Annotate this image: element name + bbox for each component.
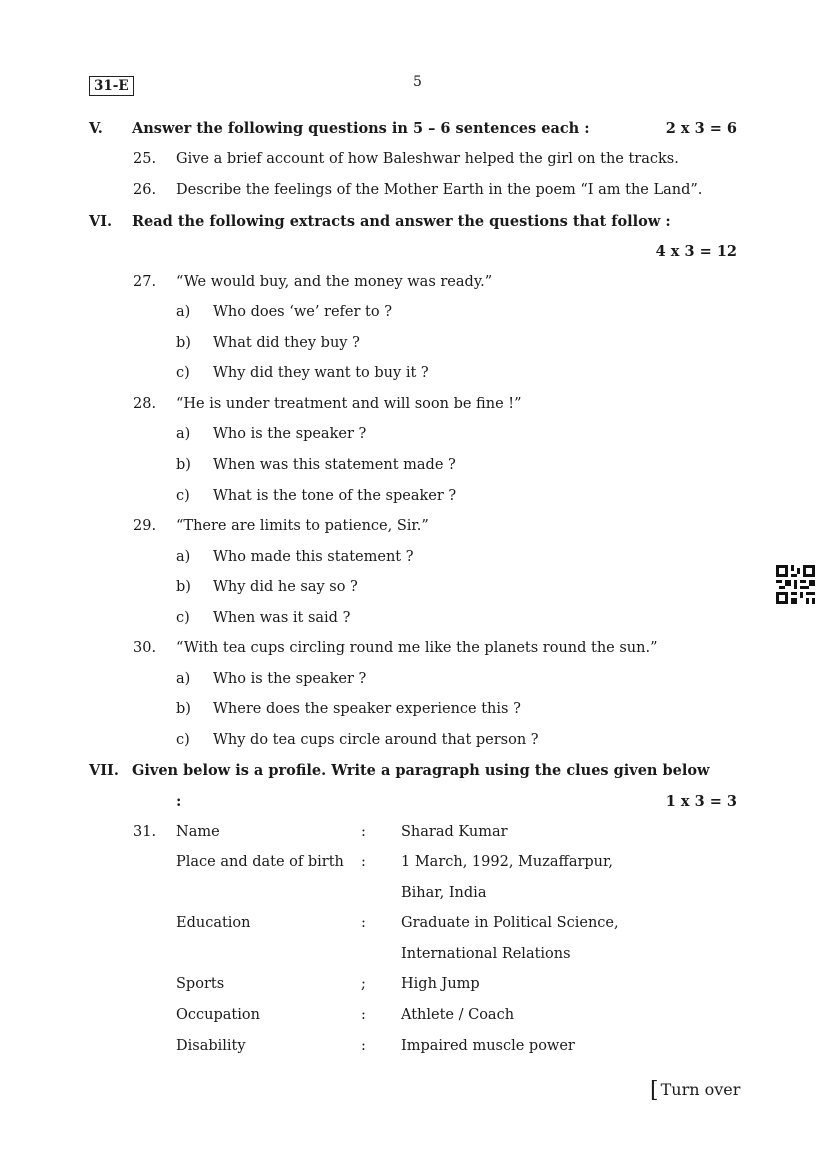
section-vi-heading: Read the following extracts and answer the questions that follow :	[132, 213, 671, 230]
profile-label: Occupation	[176, 1007, 260, 1023]
sub-question-text: Why did he say so ?	[213, 579, 358, 595]
section-v-marks: 2 x 3 = 6	[665, 120, 737, 137]
extract-quote: “There are limits to patience, Sir.”	[176, 518, 429, 534]
sub-question-text: Where does the speaker experience this ?	[213, 701, 521, 717]
sub-question-letter: c)	[176, 732, 190, 748]
question-number: 25.	[133, 151, 157, 167]
sub-question-text: When was this statement made ?	[213, 457, 456, 473]
paper-code: 31-E	[89, 76, 134, 96]
profile-label: Place and date of birth	[176, 854, 344, 870]
sub-question-letter: c)	[176, 610, 190, 626]
section-v-number: V.	[89, 120, 103, 137]
question-number: 27.	[133, 274, 157, 290]
sub-question-text: When was it said ?	[213, 610, 351, 626]
question-number: 28.	[133, 396, 157, 412]
extract-quote: “With tea cups circling round me like the planets round the sun.”	[176, 640, 658, 656]
section-vii-heading-colon: :	[176, 793, 182, 810]
profile-separator: :	[361, 915, 366, 931]
qr-code-icon	[776, 565, 815, 604]
section-vii-number: VII.	[89, 762, 119, 779]
turn-over-bracket: [	[650, 1078, 659, 1103]
question-text: Give a brief account of how Baleshwar helped the girl on the tracks.	[176, 151, 679, 167]
profile-separator: :	[361, 854, 366, 870]
profile-value: International Relations	[401, 946, 571, 962]
extract-quote: “We would buy, and the money was ready.”	[176, 274, 493, 290]
profile-separator: :	[361, 1038, 366, 1054]
sub-question-text: Why do tea cups circle around that person ?	[213, 732, 539, 748]
sub-question-letter: b)	[176, 579, 191, 595]
question-number: 31.	[133, 824, 157, 840]
turn-over-text: Turn over	[660, 1080, 741, 1099]
profile-value: 1 March, 1992, Muzaffarpur,	[401, 854, 613, 870]
profile-separator: :	[361, 824, 366, 840]
sub-question-letter: b)	[176, 335, 191, 351]
question-number: 30.	[133, 640, 157, 656]
section-v-heading: Answer the following questions in 5 – 6 sentences each :	[132, 120, 590, 137]
turn-over-note	[650, 1078, 740, 1103]
profile-value: Graduate in Political Science,	[401, 915, 619, 931]
profile-value: High Jump	[401, 976, 480, 992]
profile-value: Sharad Kumar	[401, 824, 508, 840]
section-vi-number: VI.	[89, 213, 113, 230]
sub-question-letter: a)	[176, 426, 191, 442]
sub-question-text: Who made this statement ?	[213, 549, 414, 565]
sub-question-letter: a)	[176, 304, 191, 320]
section-vi-marks: 4 x 3 = 12	[655, 243, 737, 260]
question-text: Describe the feelings of the Mother Earth in the poem “I am the Land”.	[176, 182, 703, 198]
sub-question-letter: b)	[176, 457, 191, 473]
section-vii-marks: 1 x 3 = 3	[665, 793, 737, 810]
sub-question-letter: b)	[176, 701, 191, 717]
sub-question-text: Who is the speaker ?	[213, 426, 367, 442]
profile-value: Athlete / Coach	[401, 1007, 515, 1023]
profile-label: Education	[176, 915, 251, 931]
sub-question-text: What is the tone of the speaker ?	[213, 488, 457, 504]
section-vii-heading: Given below is a profile. Write a paragraph using the clues given below	[132, 762, 710, 779]
sub-question-letter: c)	[176, 365, 190, 381]
extract-quote: “He is under treatment and will soon be fine !”	[176, 396, 522, 412]
sub-question-letter: a)	[176, 549, 191, 565]
profile-label: Disability	[176, 1038, 246, 1054]
profile-separator: :	[361, 1007, 366, 1023]
sub-question-text: Why did they want to buy it ?	[213, 365, 429, 381]
profile-value: Impaired muscle power	[401, 1038, 575, 1054]
profile-label: Sports	[176, 976, 225, 992]
sub-question-text: Who is the speaker ?	[213, 671, 367, 687]
profile-separator: ;	[361, 976, 366, 992]
profile-label: Name	[176, 824, 220, 840]
profile-value: Bihar, India	[401, 885, 487, 901]
sub-question-text: What did they buy ?	[213, 335, 360, 351]
sub-question-letter: c)	[176, 488, 190, 504]
page-number: 5	[413, 74, 422, 90]
question-number: 29.	[133, 518, 157, 534]
question-number: 26.	[133, 182, 157, 198]
sub-question-text: Who does ‘we’ refer to ?	[213, 304, 392, 320]
sub-question-letter: a)	[176, 671, 191, 687]
